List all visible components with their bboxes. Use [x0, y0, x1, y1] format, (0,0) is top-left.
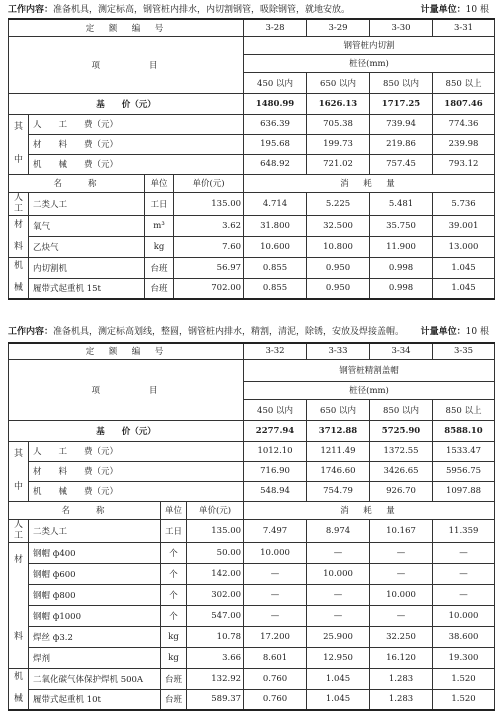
consume-value: 5.736	[433, 192, 495, 215]
spec-cell: 850 以上	[433, 399, 495, 420]
resource-unit: 台班	[145, 257, 174, 278]
consume-value: 35.750	[370, 215, 433, 236]
resource-row	[9, 605, 495, 626]
consume-value: 0.855	[244, 257, 307, 278]
quota-code: 3-29	[307, 19, 370, 36]
consume-value: 1.520	[433, 689, 495, 710]
cost-label: 人 工 费（元）	[29, 441, 244, 461]
consume-value: —	[307, 605, 370, 626]
quota-code-row	[9, 343, 495, 359]
cost-value: 1746.60	[307, 461, 370, 481]
resource-name: 钢帽 ф600	[29, 563, 161, 584]
category-label: 材 料	[9, 542, 29, 668]
cost-value: 793.12	[433, 154, 495, 174]
resource-row	[9, 647, 495, 668]
cost-row	[9, 154, 495, 174]
cost-value: 774.36	[433, 114, 495, 134]
consume-value: 16.120	[370, 647, 433, 668]
sub-title: 桩径(mm)	[244, 54, 495, 72]
consume-value: 32.250	[370, 626, 433, 647]
consume-value: —	[370, 542, 433, 563]
cost-value: 1012.10	[244, 441, 307, 461]
resource-name: 二类人工	[29, 192, 145, 215]
cost-row	[9, 481, 495, 501]
consume-value: 10.000	[244, 542, 307, 563]
consume-value: —	[307, 542, 370, 563]
consume-value: 1.283	[370, 689, 433, 710]
consume-value: 1.520	[433, 668, 495, 689]
resource-name: 焊丝 ф3.2	[29, 626, 161, 647]
consume-value: 10.800	[307, 236, 370, 257]
consume-header: 消 耗 量	[244, 174, 495, 192]
consume-value: —	[370, 563, 433, 584]
resource-unit: 台班	[161, 668, 187, 689]
cost-label: 机 械 费（元）	[29, 154, 244, 174]
spec-cell: 450 以内	[244, 72, 307, 93]
base-price-value: 1626.13	[307, 93, 370, 114]
resource-name: 钢帽 ф800	[29, 584, 161, 605]
resource-unit: 个	[161, 542, 187, 563]
resource-unit: 个	[161, 584, 187, 605]
consume-value: 0.760	[244, 668, 307, 689]
cost-value: 195.68	[244, 134, 307, 154]
cost-label: 材 料 费（元）	[29, 461, 244, 481]
resource-price: 10.78	[187, 626, 244, 647]
cost-value: 648.92	[244, 154, 307, 174]
consume-value: 31.800	[244, 215, 307, 236]
consume-value: 12.950	[307, 647, 370, 668]
item-label: 项 目	[9, 359, 244, 420]
resource-name: 履带式起重机 15t	[29, 278, 145, 299]
cost-value: 239.98	[433, 134, 495, 154]
resource-unit: 台班	[161, 689, 187, 710]
consume-value: 5.225	[307, 192, 370, 215]
base-price-label: 基 价（元）	[9, 93, 244, 114]
sub-title: 桩径(mm)	[244, 381, 495, 399]
group-title: 钢管桩精割盖帽	[244, 359, 495, 381]
cost-value: 1211.49	[307, 441, 370, 461]
resource-price: 702.00	[174, 278, 244, 299]
resource-name: 焊剂	[29, 647, 161, 668]
consume-value: 10.000	[370, 584, 433, 605]
unit-value: 10 根	[465, 327, 489, 337]
quota-table-2	[8, 342, 495, 711]
consume-value: 0.950	[307, 257, 370, 278]
resource-price: 132.92	[187, 668, 244, 689]
resource-price: 7.60	[174, 236, 244, 257]
quota-code: 3-33	[307, 343, 370, 359]
cost-value: 1533.47	[433, 441, 495, 461]
resource-unit: 工日	[161, 519, 187, 542]
consume-value: 11.359	[433, 519, 495, 542]
cost-value: 219.86	[370, 134, 433, 154]
section1-header	[8, 4, 493, 16]
consume-value: —	[433, 542, 495, 563]
category-label: 人 工	[9, 519, 29, 542]
resource-row	[9, 215, 495, 236]
consume-value: 32.500	[307, 215, 370, 236]
resource-name: 二氧化碳气体保护焊机 500A	[29, 668, 161, 689]
resource-row	[9, 257, 495, 278]
quota-code: 3-30	[370, 19, 433, 36]
unit-header: 单位	[145, 174, 174, 192]
resource-name: 乙炔气	[29, 236, 145, 257]
base-price-value: 3712.88	[307, 420, 370, 441]
resource-row	[9, 563, 495, 584]
cost-label: 材 料 费（元）	[29, 134, 244, 154]
resource-price: 3.62	[174, 215, 244, 236]
consume-value: 25.900	[307, 626, 370, 647]
cost-value: 757.45	[370, 154, 433, 174]
quota-code: 3-34	[370, 343, 433, 359]
resource-unit: kg	[161, 647, 187, 668]
resource-price: 3.66	[187, 647, 244, 668]
price-header: 单价(元)	[174, 174, 244, 192]
group-title: 钢管桩内切割	[244, 36, 495, 54]
cost-label: 机 械 费（元）	[29, 481, 244, 501]
consume-value: 13.000	[433, 236, 495, 257]
qizhong-label: 其 中	[9, 114, 29, 174]
item-label: 项 目	[9, 36, 244, 93]
cost-value: 5956.75	[433, 461, 495, 481]
resource-row	[9, 689, 495, 710]
resource-name: 二类人工	[29, 519, 161, 542]
consume-value: —	[307, 584, 370, 605]
quota-code: 3-31	[433, 19, 495, 36]
name-header: 名 称	[9, 174, 145, 192]
base-price-value: 1807.46	[433, 93, 495, 114]
unit-label: 计量单位：	[420, 5, 466, 15]
base-price-label: 基 价（元）	[9, 420, 244, 441]
resource-name: 钢帽 ф400	[29, 542, 161, 563]
consume-value: 10.600	[244, 236, 307, 257]
consume-value: 1.045	[433, 257, 495, 278]
resource-price: 135.00	[174, 192, 244, 215]
consume-value: 19.300	[433, 647, 495, 668]
consume-value: 10.000	[307, 563, 370, 584]
consume-value: 0.855	[244, 278, 307, 299]
spec-cell: 650 以内	[307, 72, 370, 93]
resource-unit: kg	[145, 236, 174, 257]
resource-unit: kg	[161, 626, 187, 647]
cost-value: 721.02	[307, 154, 370, 174]
unit-value: 10 根	[465, 5, 489, 15]
spec-cell: 850 以内	[370, 72, 433, 93]
quota-label: 定 额 编 号	[9, 19, 244, 36]
quota-label: 定 额 编 号	[9, 343, 244, 359]
consume-value: 1.045	[433, 278, 495, 299]
resource-unit: 工日	[145, 192, 174, 215]
base-price-value: 5725.90	[370, 420, 433, 441]
spec-cell: 850 以上	[433, 72, 495, 93]
cost-value: 1097.88	[433, 481, 495, 501]
resource-header-row	[9, 174, 495, 192]
cost-value: 739.94	[370, 114, 433, 134]
price-header: 单价(元)	[187, 501, 244, 519]
base-price-value: 1717.25	[370, 93, 433, 114]
category-label: 人 工	[9, 192, 29, 215]
quota-code: 3-35	[433, 343, 495, 359]
resource-row	[9, 584, 495, 605]
consume-value: 1.045	[307, 689, 370, 710]
cost-value: 705.38	[307, 114, 370, 134]
resource-row	[9, 626, 495, 647]
resource-row	[9, 519, 495, 542]
base-price-row	[9, 420, 495, 441]
quota-code: 3-32	[244, 343, 307, 359]
base-price-value: 8588.10	[433, 420, 495, 441]
quota-table-1	[8, 18, 495, 300]
resource-name: 内切割机	[29, 257, 145, 278]
work-content-label: 工作内容：	[8, 327, 54, 337]
spec-cell: 850 以内	[370, 399, 433, 420]
cost-label: 人 工 费（元）	[29, 114, 244, 134]
cost-value: 636.39	[244, 114, 307, 134]
consume-value: 8.974	[307, 519, 370, 542]
consume-value: 17.200	[244, 626, 307, 647]
resource-price: 547.00	[187, 605, 244, 626]
section2-header	[8, 326, 493, 338]
consume-value: 7.497	[244, 519, 307, 542]
consume-value: 10.167	[370, 519, 433, 542]
unit-header: 单位	[161, 501, 187, 519]
quota-code: 3-28	[244, 19, 307, 36]
base-price-value: 1480.99	[244, 93, 307, 114]
resource-unit: 台班	[145, 278, 174, 299]
consume-value: —	[433, 563, 495, 584]
consume-value: —	[433, 584, 495, 605]
consume-value: —	[244, 605, 307, 626]
cost-value: 3426.65	[370, 461, 433, 481]
work-content-text: 准备机具，测定标高，钢管桩内排水，内切割钢管，吸除钢管，就地安放。	[53, 5, 351, 15]
resource-name: 钢帽 ф1000	[29, 605, 161, 626]
cost-row	[9, 114, 495, 134]
consume-value: —	[244, 563, 307, 584]
cost-value: 199.73	[307, 134, 370, 154]
base-price-row	[9, 93, 495, 114]
quota-code-row	[9, 19, 495, 36]
consume-value: 1.283	[370, 668, 433, 689]
cost-row	[9, 461, 495, 481]
category-label: 机 械	[9, 668, 29, 710]
cost-row	[9, 441, 495, 461]
resource-price: 56.97	[174, 257, 244, 278]
cost-value: 716.90	[244, 461, 307, 481]
resource-row	[9, 236, 495, 257]
consume-value: 38.600	[433, 626, 495, 647]
cost-value: 754.79	[307, 481, 370, 501]
consume-value: 0.998	[370, 257, 433, 278]
consume-value: 4.714	[244, 192, 307, 215]
consume-value: 10.000	[433, 605, 495, 626]
spec-cell: 650 以内	[307, 399, 370, 420]
category-label: 机 械	[9, 257, 29, 299]
resource-row	[9, 542, 495, 563]
unit-label: 计量单位：	[420, 327, 466, 337]
resource-unit: 个	[161, 605, 187, 626]
resource-price: 50.00	[187, 542, 244, 563]
resource-unit: m³	[145, 215, 174, 236]
consume-value: —	[244, 584, 307, 605]
category-label: 材 料	[9, 215, 29, 257]
resource-row	[9, 668, 495, 689]
cost-value: 548.94	[244, 481, 307, 501]
resource-row	[9, 192, 495, 215]
resource-unit: 个	[161, 563, 187, 584]
work-content-text: 准备机具，测定标高划线，整圆，钢管桩内排水，精割，清泥，除锈，安放及焊接盖帽。	[53, 327, 405, 337]
resource-name: 履带式起重机 10t	[29, 689, 161, 710]
cost-row	[9, 134, 495, 154]
consume-header: 消 耗 量	[244, 501, 495, 519]
qizhong-label: 其 中	[9, 441, 29, 501]
consume-value: 0.950	[307, 278, 370, 299]
work-content-label: 工作内容：	[8, 5, 54, 15]
consume-value: 8.601	[244, 647, 307, 668]
cost-value: 926.70	[370, 481, 433, 501]
resource-row	[9, 278, 495, 299]
consume-value: 11.900	[370, 236, 433, 257]
consume-value: —	[370, 605, 433, 626]
resource-price: 302.00	[187, 584, 244, 605]
resource-price: 589.37	[187, 689, 244, 710]
spec-cell: 450 以内	[244, 399, 307, 420]
consume-value: 39.001	[433, 215, 495, 236]
name-header: 名 称	[9, 501, 161, 519]
base-price-value: 2277.94	[244, 420, 307, 441]
consume-value: 0.998	[370, 278, 433, 299]
resource-price: 142.00	[187, 563, 244, 584]
resource-price: 135.00	[187, 519, 244, 542]
consume-value: 5.481	[370, 192, 433, 215]
cost-value: 1372.55	[370, 441, 433, 461]
resource-name: 氧气	[29, 215, 145, 236]
consume-value: 0.760	[244, 689, 307, 710]
resource-header-row	[9, 501, 495, 519]
consume-value: 1.045	[307, 668, 370, 689]
